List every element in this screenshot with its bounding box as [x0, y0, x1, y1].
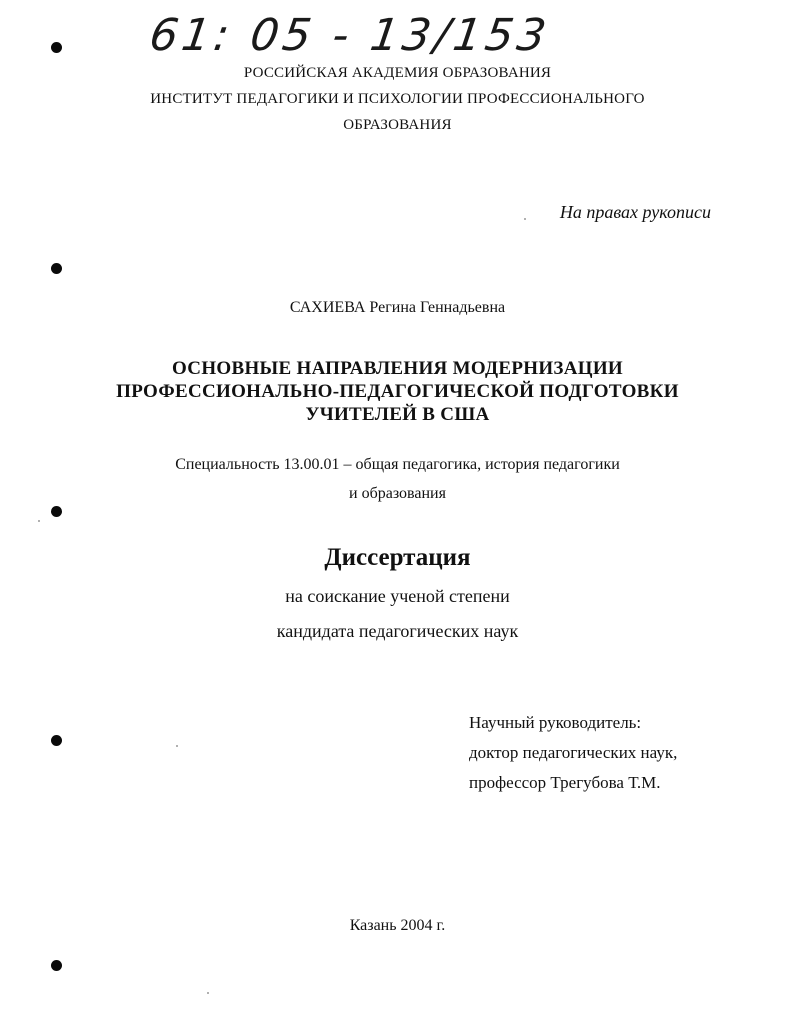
scan-speck: [38, 520, 40, 522]
organization-line-1: РОССИЙСКАЯ АКАДЕМИЯ ОБРАЗОВАНИЯ: [243, 65, 552, 81]
advisor-degree: доктор педагогических наук,: [469, 743, 678, 762]
binder-hole-mark: [51, 42, 62, 53]
author-name: САХИЕВА Регина Геннадьевна: [289, 299, 506, 316]
binder-hole-mark: [51, 263, 62, 274]
title-line-3: УЧИТЕЛЕЙ В США: [305, 404, 490, 425]
title-line-2: ПРОФЕССИОНАЛЬНО-ПЕДАГОГИЧЕСКОЙ ПОДГОТОВКИ: [116, 381, 679, 402]
binder-hole-mark: [51, 735, 62, 746]
degree-line-2: кандидата педагогических наук: [276, 621, 519, 641]
advisor-label: Научный руководитель:: [469, 713, 642, 732]
scan-speck: [207, 992, 209, 994]
organization-line-3: ОБРАЗОВАНИЯ: [343, 117, 452, 133]
scan-speck: [176, 745, 178, 747]
title-line-1: ОСНОВНЫЕ НАПРАВЛЕНИЯ МОДЕРНИЗАЦИИ: [172, 358, 623, 379]
document-type-heading: Диссертация: [324, 544, 471, 571]
specialty-line-2: и образования: [349, 485, 446, 502]
binder-hole-mark: [51, 506, 62, 517]
organization-line-2: ИНСТИТУТ ПЕДАГОГИКИ И ПСИХОЛОГИИ ПРОФЕССИОНАЛЬНОГО: [150, 91, 645, 107]
handwritten-catalog-code: 61: 05 - 13/153: [146, 10, 554, 61]
advisor-name: профессор Трегубова Т.М.: [469, 773, 661, 792]
degree-line-1: на соискание ученой степени: [285, 586, 510, 606]
specialty-line-1: Специальность 13.00.01 – общая педагогика, история педагогики: [175, 456, 620, 473]
place-and-year: Казань 2004 г.: [349, 917, 446, 934]
scan-speck: [524, 218, 526, 220]
manuscript-rights-note: На правах рукописи: [559, 202, 711, 222]
binder-hole-mark: [51, 960, 62, 971]
